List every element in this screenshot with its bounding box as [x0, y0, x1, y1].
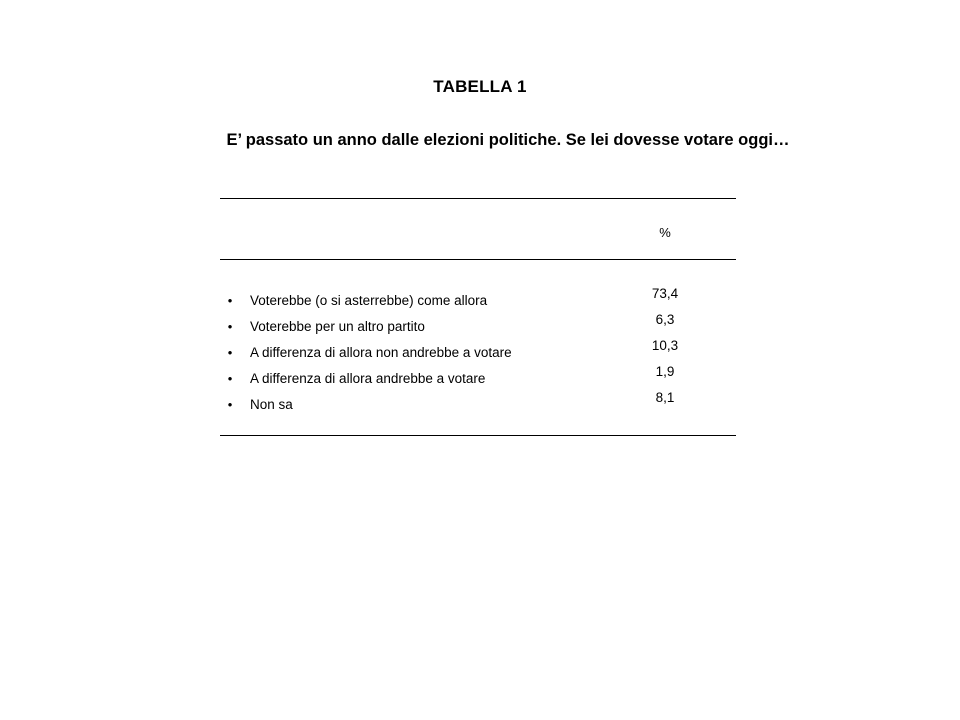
row-value: 73,4: [651, 286, 679, 301]
bullet-icon: •: [227, 397, 233, 412]
row-label: Voterebbe (o si asterrebbe) come allora: [250, 293, 488, 308]
table-title: TABELLA 1: [433, 77, 527, 96]
bullet-icon: •: [227, 371, 233, 386]
row-value: 6,3: [655, 312, 675, 327]
bullet-icon: •: [227, 345, 233, 360]
results-table: [220, 197, 736, 437]
table-row: [220, 390, 736, 419]
row-value: 8,1: [655, 390, 675, 405]
row-label: Non sa: [250, 397, 293, 412]
question-text: E’ passato un anno dalle elezioni politiche. Se lei dovesse votare oggi…: [226, 131, 790, 149]
table-header-rule: [220, 259, 736, 260]
row-label: Voterebbe per un altro partito: [250, 319, 425, 334]
row-value: 1,9: [655, 364, 675, 379]
row-value: 10,3: [651, 338, 679, 353]
bullet-icon: •: [227, 293, 233, 308]
bullet-icon: •: [227, 319, 233, 334]
table-top-rule: [220, 198, 736, 199]
table-bottom-rule: [220, 435, 736, 436]
row-label: A differenza di allora andrebbe a votare: [250, 371, 486, 386]
percent-column-header: %: [659, 225, 671, 240]
row-label: A differenza di allora non andrebbe a votare: [250, 345, 512, 360]
